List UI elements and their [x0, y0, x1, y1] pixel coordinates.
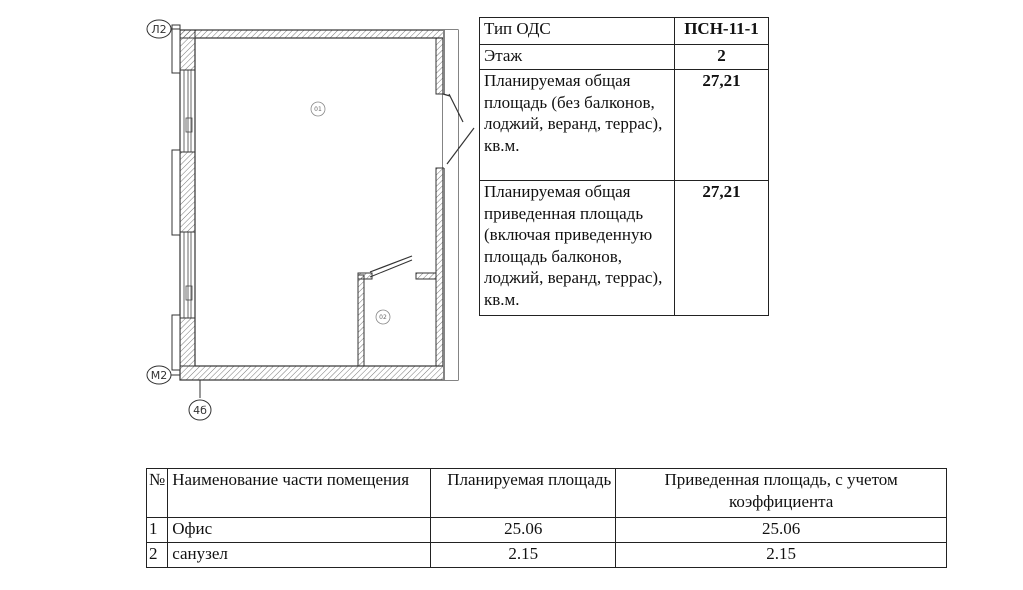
room-tag-01: [311, 102, 325, 116]
header-name: Наименование части помещения: [168, 469, 431, 518]
left-wall: [172, 25, 195, 370]
row-reduced: 2.15: [616, 543, 947, 568]
header-num: №: [147, 469, 168, 518]
summary-row-type: [480, 18, 769, 45]
bottom-wall: [180, 366, 458, 380]
summary-row-total-area: [480, 70, 769, 181]
outer-walls: [180, 30, 458, 380]
summary-row-reduced-area: [480, 181, 769, 316]
rooms-table: [146, 468, 947, 568]
row-reduced: 25.06: [616, 518, 947, 543]
svg-text:01: 01: [314, 106, 322, 113]
axis-marker-4b: [189, 380, 211, 420]
summary-value: ПСН-11-1: [675, 18, 769, 45]
summary-label: Этаж: [480, 45, 675, 70]
svg-text:Л2: Л2: [151, 23, 167, 36]
summary-label: Планируемая общая приведенная площадь (включая приведенную площадь балконов, лоджий, веранд, террас), кв.м.: [480, 181, 675, 316]
row-name: санузел: [168, 543, 431, 568]
right-wall-upper: [436, 38, 444, 94]
row-name: Офис: [168, 518, 431, 543]
summary-label: Тип ОДС: [480, 18, 675, 45]
svg-text:М2: М2: [150, 369, 168, 382]
row-num: 1: [147, 518, 168, 543]
rooms-table-header: [147, 469, 947, 518]
svg-text:4б: 4б: [193, 404, 207, 417]
header-reduced: Приведенная площадь, с учетом коэффициента: [616, 469, 947, 518]
header-planned: Планируемая площадь: [431, 469, 616, 518]
bathroom-partition: [358, 256, 436, 366]
summary-label: Планируемая общая площадь (без балконов, лоджий, веранд, террас), кв.м.: [480, 70, 675, 181]
table-row: [147, 518, 947, 543]
floor-plan-drawing: [0, 0, 480, 440]
summary-value: 27,21: [675, 181, 769, 316]
row-planned: 25.06: [431, 518, 616, 543]
svg-text:02: 02: [379, 314, 387, 321]
right-wall-lower: [436, 168, 444, 366]
summary-value: 2: [675, 45, 769, 70]
row-planned: 2.15: [431, 543, 616, 568]
top-wall: [180, 30, 458, 38]
room-tag-02: [376, 310, 390, 324]
row-num: 2: [147, 543, 168, 568]
table-row: [147, 543, 947, 568]
summary-value: 27,21: [675, 70, 769, 181]
apartment-summary-table: [479, 17, 769, 316]
summary-row-floor: [480, 45, 769, 70]
